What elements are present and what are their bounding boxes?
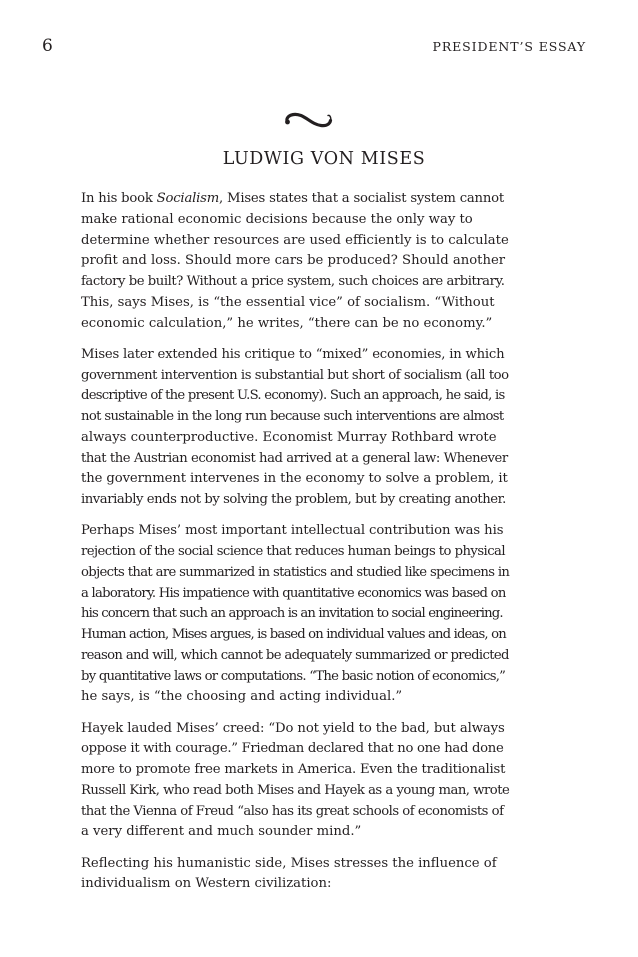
paragraph [81, 521, 509, 708]
text-line: oppose it with courage.” Friedman declared that no one had done [81, 741, 504, 757]
text-line: that the Vienna of Freud “also has its great schools of economists of [81, 803, 504, 819]
text-line: factory be built? Without a price system, such choices are arbitrary. [81, 274, 505, 289]
text-line: determine whether resources are used efficiently is to calculate [81, 232, 509, 248]
essay-body [81, 189, 509, 895]
text-line: Russell Kirk, who read both Mises and Hayek as a young man, wrote [81, 782, 510, 798]
text-line: objects that are summarized in statistics and studied like specimens in [81, 564, 510, 580]
paragraph [81, 345, 509, 511]
text-line: In his book Socialism, Mises states that a socialist system cannot [81, 191, 504, 206]
text-line: not sustainable in the long run because such interventions are almost [81, 409, 504, 424]
page-number: 6 [42, 36, 54, 56]
paragraph [81, 854, 509, 896]
text-line: more to promote free markets in America. Even the traditionalist [81, 762, 506, 777]
text-line: he says, is “the choosing and acting individual.” [81, 689, 403, 705]
book-title: Socialism [156, 191, 220, 206]
section-title: LUDWIG VON MISES [222, 149, 426, 169]
text-line: a laboratory. His impatience with quantitative economics was based on [81, 585, 506, 601]
text-line: descriptive of the present U.S. economy). Such an approach, he said, is [81, 388, 505, 404]
text-line: the government intervenes in the economy to solve a problem, it [81, 471, 508, 487]
text-line: reason and will, which cannot be adequately summarized or predicted [81, 647, 509, 663]
text-line: individualism on Western civilization: [81, 876, 332, 892]
text-line: profit and loss. Should more cars be produced? Should another [81, 253, 506, 269]
text-line: Hayek lauded Mises’ creed: “Do not yield to the bad, but always [81, 720, 505, 736]
text-line: economic calculation,” he writes, “there can be no economy.” [81, 315, 493, 331]
paragraph [81, 719, 509, 844]
text-line: Mises later extended his critique to “mixed” economies, in which [81, 346, 505, 362]
text-line: Reflecting his humanistic side, Mises stresses the influence of [81, 855, 497, 871]
running-head: PRESIDENT’S ESSAY [432, 39, 586, 54]
text-line: rejection of the social science that reduces human beings to physical [81, 544, 506, 559]
text-line: make rational economic decisions because the only way to [81, 211, 473, 227]
text-line: that the Austrian economist had arrived at a general law: Whenever [81, 450, 508, 466]
text-line: government intervention is substantial but short of socialism (all too [81, 367, 509, 383]
paragraph [81, 189, 509, 334]
text-line: This, says Mises, is “the essential vice” of socialism. “Without [81, 294, 495, 310]
text-line: his concern that such an approach is an invitation to social engineering. [81, 606, 503, 622]
text-line: a very different and much sounder mind.” [81, 824, 362, 840]
text-line: always counterproductive. Economist Murray Rothbard wrote [81, 429, 497, 445]
text-line: by quantitative laws or computations. “The basic notion of economics,” [81, 668, 506, 684]
text-line: Perhaps Mises’ most important intellectual contribution was his [81, 523, 504, 539]
text-line: Human action, Mises argues, is based on individual values and ideas, on [81, 627, 506, 642]
text-line: invariably ends not by solving the problem, but by creating another. [81, 492, 506, 507]
swash-tilde-ornament-icon [282, 108, 336, 134]
